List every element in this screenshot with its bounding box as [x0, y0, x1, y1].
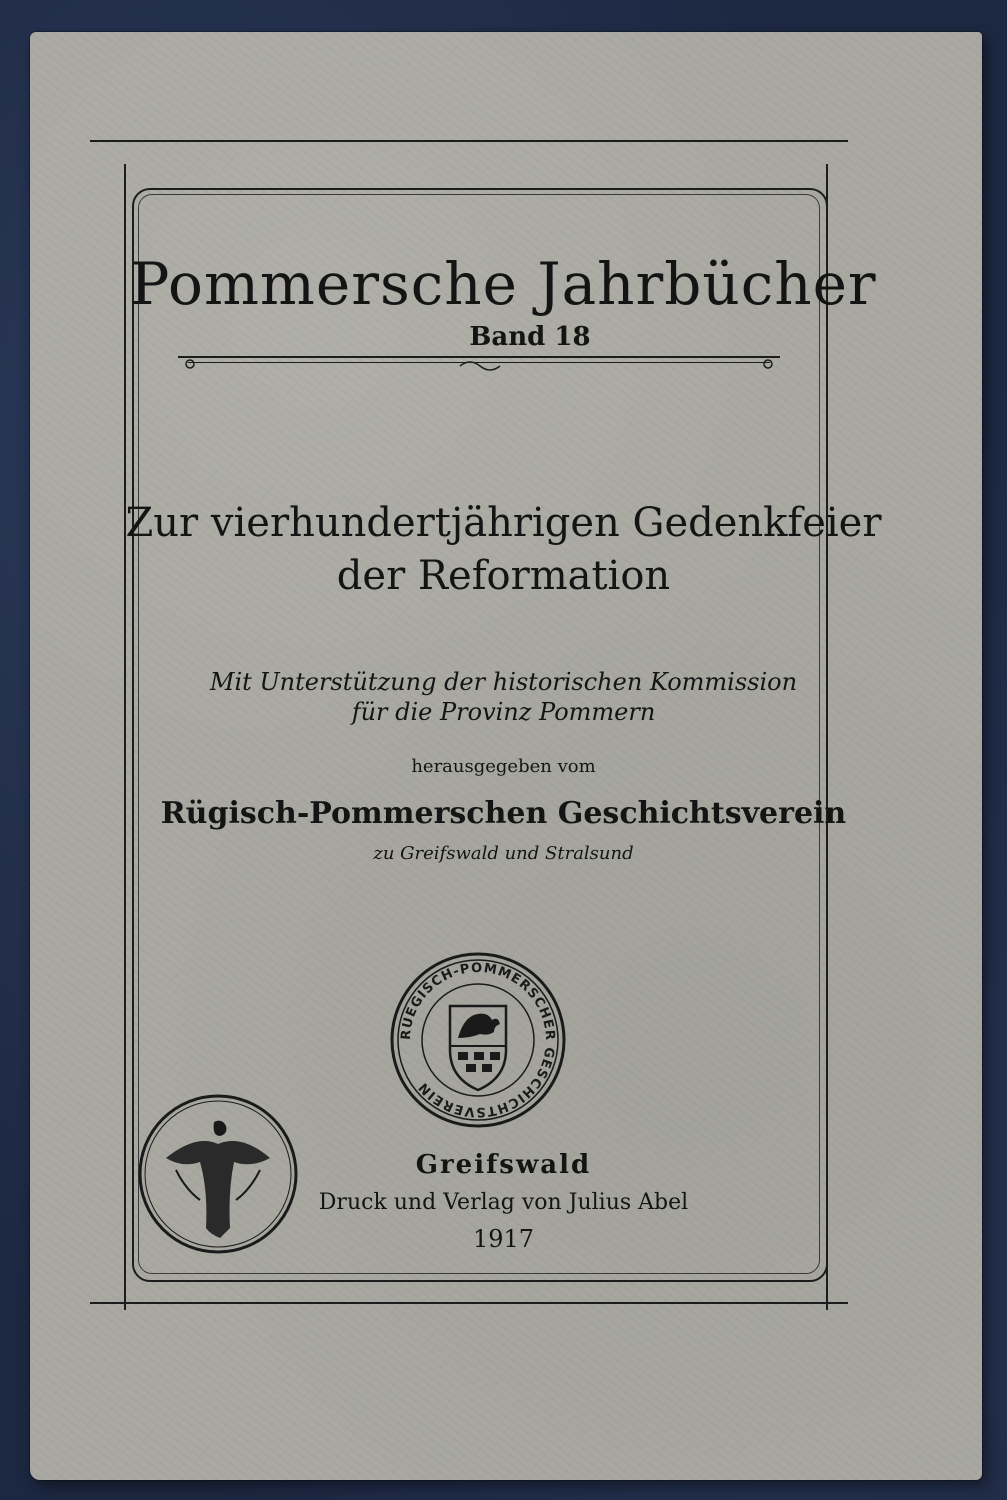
publisher: Druck und Verlag von Julius Abel: [318, 1190, 689, 1215]
subtitle-line-2: der Reformation: [336, 553, 671, 599]
seal-inscription: RUEGISCH-POMMERSCHER GESCHICHTSVEREIN: [398, 960, 558, 1120]
volume-label: Band 18: [469, 322, 591, 352]
support-line-1: Mit Unterstützung der historischen Kommission: [209, 668, 798, 696]
publication-year: 1917: [472, 1225, 535, 1253]
ornament-divider: [170, 352, 790, 374]
subtitle-line-1: Zur vierhundertjährigen Gedenkfeier: [125, 500, 882, 546]
griffin-shield-icon: [388, 950, 568, 1130]
society-name: Rügisch-Pommerschen Geschichtsverein: [160, 796, 847, 831]
editor-label: herausgegeben vom: [411, 756, 596, 777]
society-location: zu Greifswald und Stralsund: [373, 843, 634, 864]
page-title: Pommersche Jahrbücher: [130, 250, 877, 318]
frame-post-left: [124, 164, 126, 1310]
support-line-2: für die Provinz Pommern: [351, 698, 656, 726]
city: Greifswald: [415, 1150, 592, 1180]
